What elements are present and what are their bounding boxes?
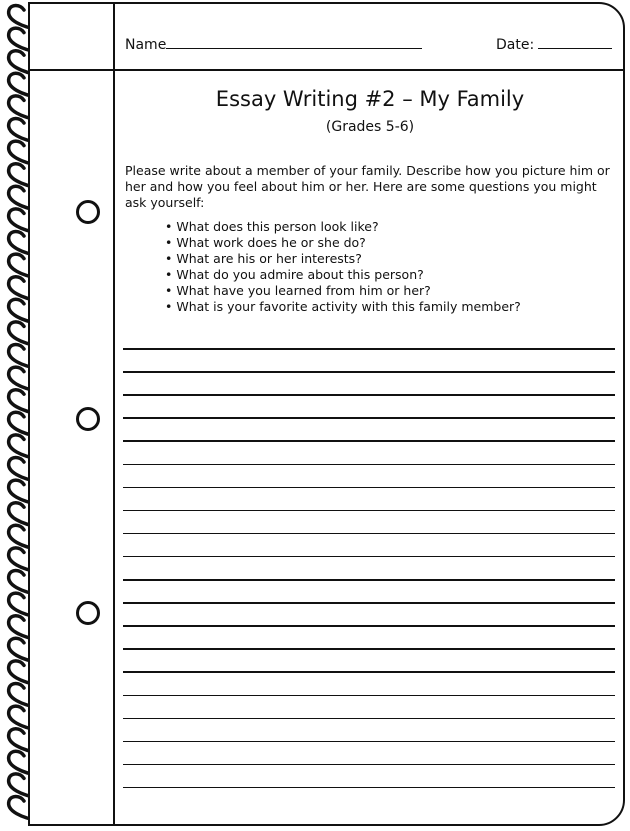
writing-line[interactable] — [123, 556, 615, 558]
writing-line[interactable] — [123, 487, 615, 489]
header-divider — [28, 69, 625, 71]
writing-line[interactable] — [123, 533, 615, 535]
writing-line[interactable] — [123, 671, 615, 673]
question-item: • What is your favorite activity with this family member? — [165, 299, 521, 315]
question-item: • What are his or her interests? — [165, 251, 521, 267]
writing-line[interactable] — [123, 718, 615, 720]
question-item: • What have you learned from him or her? — [165, 283, 521, 299]
name-field[interactable] — [125, 36, 422, 53]
question-item: • What do you admire about this person? — [165, 267, 521, 283]
writing-line[interactable] — [123, 625, 615, 627]
writing-line[interactable] — [123, 371, 615, 373]
question-list — [165, 219, 521, 315]
writing-line[interactable] — [123, 417, 615, 419]
writing-line[interactable] — [123, 695, 615, 697]
writing-line[interactable] — [123, 440, 615, 442]
binder-hole — [76, 407, 100, 431]
writing-line[interactable] — [123, 394, 615, 396]
writing-line[interactable] — [123, 579, 615, 581]
writing-line[interactable] — [123, 648, 615, 650]
binder-hole — [76, 200, 100, 224]
question-item: • What does this person look like? — [165, 219, 521, 235]
writing-line[interactable] — [123, 764, 615, 766]
date-field[interactable] — [496, 36, 612, 53]
writing-line[interactable] — [123, 787, 615, 789]
date-blank[interactable] — [538, 36, 612, 49]
binder-hole — [76, 601, 100, 625]
page-title: Essay Writing #2 – My Family — [215, 87, 525, 111]
writing-line[interactable] — [123, 741, 615, 743]
date-label: Date: — [496, 37, 535, 53]
name-blank[interactable] — [166, 36, 422, 49]
writing-line[interactable] — [123, 602, 615, 604]
writing-line[interactable] — [123, 510, 615, 512]
name-label: Name — [125, 37, 167, 53]
grade-level: (Grades 5-6) — [325, 119, 415, 135]
writing-prompt: Please write about a member of your family. Describe how you picture him or her and how you feel about him or her. Here are some questions you might ask yourself: — [125, 163, 610, 210]
writing-line[interactable] — [123, 348, 615, 350]
question-item: • What work does he or she do? — [165, 235, 521, 251]
writing-line[interactable] — [123, 464, 615, 466]
